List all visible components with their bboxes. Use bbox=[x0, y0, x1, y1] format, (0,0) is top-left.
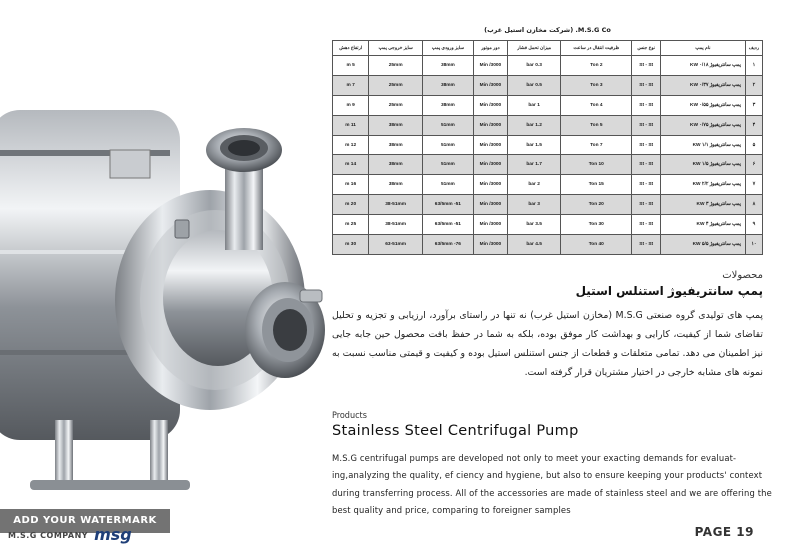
table-cell: 51mm bbox=[423, 115, 474, 135]
english-body: M.S.G centrifugal pumps are developed not only to meet your exacting demands for evaluat-ing,analyzing the quality, ef ciency and hygiene, but also to ensure keeping your products' context during transferring process. All of the accessories are made of stainless steel and we are offering the best quality and price, comparing to foreigner samples bbox=[332, 453, 772, 516]
table-cell: 3 Ton bbox=[561, 75, 632, 95]
table-cell: 51- 63/5mm bbox=[423, 195, 474, 215]
table-cell: 30 m bbox=[333, 235, 369, 255]
table-cell: 38mm bbox=[369, 135, 423, 155]
company-logo bbox=[8, 527, 132, 543]
table-cell: St - St bbox=[632, 135, 661, 155]
table-row bbox=[333, 75, 763, 95]
table-cell: 5 m bbox=[333, 56, 369, 76]
table-header-cell: میزان تحمل فشار bbox=[508, 41, 561, 56]
page-number: PAGE 19 bbox=[694, 525, 754, 539]
table-cell: 3000/ Min bbox=[473, 195, 507, 215]
table-row bbox=[333, 155, 763, 175]
table-header-cell: ردیف bbox=[745, 41, 762, 56]
table-cell: 38mm bbox=[423, 95, 474, 115]
leg-left bbox=[55, 420, 73, 490]
table-cell: 38mm bbox=[423, 56, 474, 76]
table-cell: پمپ سانتریفیوژ KW ۳ bbox=[660, 195, 745, 215]
table-row bbox=[333, 195, 763, 215]
table-cell: 25mm bbox=[369, 95, 423, 115]
table-cell: St - St bbox=[632, 195, 661, 215]
table-header-cell: سایز ورودی پمپ bbox=[423, 41, 474, 56]
persian-subtitle: محصولات bbox=[722, 270, 763, 281]
table-cell: 0.5 bar bbox=[508, 75, 561, 95]
table-cell: St - St bbox=[632, 95, 661, 115]
table-cell: پمپ سانتریفیوژ KW ۱/۵ bbox=[660, 155, 745, 175]
table-cell: 25mm bbox=[369, 56, 423, 76]
table-header-cell: نام پمپ bbox=[660, 41, 745, 56]
table-cell: ۶ bbox=[745, 155, 762, 175]
table-cell: 4 Ton bbox=[561, 95, 632, 115]
table-cell: 7 Ton bbox=[561, 135, 632, 155]
table-cell: 12 m bbox=[333, 135, 369, 155]
table-cell: ۱۰ bbox=[745, 235, 762, 255]
table-cell: 15 Ton bbox=[561, 175, 632, 195]
table-cell: 3 bar bbox=[508, 195, 561, 215]
table-cell: 3000/ Min bbox=[473, 95, 507, 115]
table-cell: 38mm bbox=[369, 115, 423, 135]
table-cell: 40 Ton bbox=[561, 235, 632, 255]
table-row bbox=[333, 175, 763, 195]
table-header-cell: سایز خروجی پمپ bbox=[369, 41, 423, 56]
table-cell: ۱ bbox=[745, 56, 762, 76]
table-cell: پمپ سانتریفیوژ KW ۵/۵ bbox=[660, 235, 745, 255]
table-cell: St - St bbox=[632, 56, 661, 76]
table-cell: 16 m bbox=[333, 175, 369, 195]
table-body bbox=[333, 56, 763, 255]
table-cell: 5 Ton bbox=[561, 115, 632, 135]
table-cell: 38-51mm bbox=[369, 215, 423, 235]
persian-body: پمپ های تولیدی گروه صنعتی M.S.G (مخازن استیل غرب) نه تنها در راستای برآورد، ارزیابی و تجزیه و تحلیل تقاضای شما از کیفیت، کارایی و بهداشت کار موفق بوده، بلکه به شما در حفظ بافت محصول حین جابه جایی نیز اطمینان می دهد. تمامی متعلقات و قطعات از جنس استنلس استیل بوده و کیفیت و قیمتی مناسب نسبت به نمونه های مشابه خارجی در اختیار مشتریان قرار گرفته است. bbox=[332, 310, 764, 378]
table-cell: 1 bar bbox=[508, 95, 561, 115]
table-cell: پمپ سانتریفیوژ KW ۰/۳۷ bbox=[660, 75, 745, 95]
table-cell: 25mm bbox=[369, 75, 423, 95]
table-cell: 11 m bbox=[333, 115, 369, 135]
table-row bbox=[333, 95, 763, 115]
table-row bbox=[333, 115, 763, 135]
table-cell: پمپ سانتریفیوژ KW ۰/۵۵ bbox=[660, 95, 745, 115]
table-header-cell: ظرفیت انتقال در ساعت bbox=[561, 41, 632, 56]
spec-table bbox=[332, 40, 763, 255]
table-cell: 3000/ Min bbox=[473, 215, 507, 235]
table-cell: ۹ bbox=[745, 215, 762, 235]
table-cell: 3000/ Min bbox=[473, 155, 507, 175]
table-cell: 3000/ Min bbox=[473, 56, 507, 76]
table-cell: ۵ bbox=[745, 135, 762, 155]
table-cell: 9 m bbox=[333, 95, 369, 115]
table-cell: 51mm bbox=[423, 135, 474, 155]
table-cell: 3000/ Min bbox=[473, 235, 507, 255]
table-cell: 30 Ton bbox=[561, 215, 632, 235]
table-cell: 1.2 bar bbox=[508, 115, 561, 135]
table-cell: 14 m bbox=[333, 155, 369, 175]
table-cell: 2 Ton bbox=[561, 56, 632, 76]
table-cell: 38mm bbox=[369, 175, 423, 195]
leg-right bbox=[150, 420, 168, 490]
table-cell: 38-51mm bbox=[369, 195, 423, 215]
logo-text: M.S.G COMPANY bbox=[8, 530, 89, 540]
table-header-cell: نوع جنس bbox=[632, 41, 661, 56]
table-cell: St - St bbox=[632, 75, 661, 95]
table-cell: ۲ bbox=[745, 75, 762, 95]
table-row bbox=[333, 215, 763, 235]
table-cell: 7 m bbox=[333, 75, 369, 95]
logo-mark: msg bbox=[94, 525, 132, 544]
table-cell: 38mm bbox=[369, 155, 423, 175]
table-cell: 3000/ Min bbox=[473, 115, 507, 135]
persian-title: پمپ سانتریفیوژ استنلس استیل bbox=[575, 284, 763, 298]
table-cell: پمپ سانتریفیوژ KW ۰/۱۸ bbox=[660, 56, 745, 76]
table-cell: 63-51mm bbox=[369, 235, 423, 255]
table-cell: 10 Ton bbox=[561, 155, 632, 175]
table-cell: پمپ سانتریفیوژ KW ۲/۲ bbox=[660, 175, 745, 195]
table-row bbox=[333, 235, 763, 255]
table-cell: 3.5 bar bbox=[508, 215, 561, 235]
table-cell: 1.5 bar bbox=[508, 135, 561, 155]
table-cell: St - St bbox=[632, 175, 661, 195]
watermark-banner: ADD YOUR WATERMARK bbox=[0, 509, 170, 533]
table-cell: پمپ سانتریفیوژ KW ۰/۷۵ bbox=[660, 115, 745, 135]
table-cell: 4.5 bar bbox=[508, 235, 561, 255]
table-cell: St - St bbox=[632, 155, 661, 175]
table-cell: 25 m bbox=[333, 215, 369, 235]
table-cell: 1.7 bar bbox=[508, 155, 561, 175]
table-cell: 76- 63/5mm bbox=[423, 235, 474, 255]
table-cell: پمپ سانتریفیوژ KW ۱/۱ bbox=[660, 135, 745, 155]
english-subtitle: Products bbox=[332, 411, 367, 421]
table-header-row bbox=[333, 41, 763, 56]
table-cell: 38mm bbox=[423, 75, 474, 95]
table-cell: 3000/ Min bbox=[473, 175, 507, 195]
pump-photo bbox=[0, 0, 330, 543]
table-cell: 51mm bbox=[423, 155, 474, 175]
table-row bbox=[333, 135, 763, 155]
table-header-cell: دور موتور bbox=[473, 41, 507, 56]
table-cell: ۳ bbox=[745, 95, 762, 115]
table-cell: ۴ bbox=[745, 115, 762, 135]
table-cell: St - St bbox=[632, 215, 661, 235]
table-cell: St - St bbox=[632, 115, 661, 135]
table-header-cell: ارتفاع دهش bbox=[333, 41, 369, 56]
table-cell: 2 bar bbox=[508, 175, 561, 195]
table-cell: 20 Ton bbox=[561, 195, 632, 215]
table-cell: ۷ bbox=[745, 175, 762, 195]
table-cell: 20 m bbox=[333, 195, 369, 215]
table-cell: 51- 63/5mm bbox=[423, 215, 474, 235]
table-cell: پمپ سانتریفیوژ KW ۴ bbox=[660, 215, 745, 235]
table-caption: M.S.G Co. (شرکت مخازن استیل غرب) bbox=[484, 26, 611, 34]
table-cell: 3000/ Min bbox=[473, 135, 507, 155]
table-cell: St - St bbox=[632, 235, 661, 255]
table-cell: ۸ bbox=[745, 195, 762, 215]
table-row bbox=[333, 56, 763, 76]
table-cell: 3000/ Min bbox=[473, 75, 507, 95]
table-cell: 51mm bbox=[423, 175, 474, 195]
english-title: Stainless Steel Centrifugal Pump bbox=[332, 423, 579, 439]
table-cell: 0.3 bar bbox=[508, 56, 561, 76]
